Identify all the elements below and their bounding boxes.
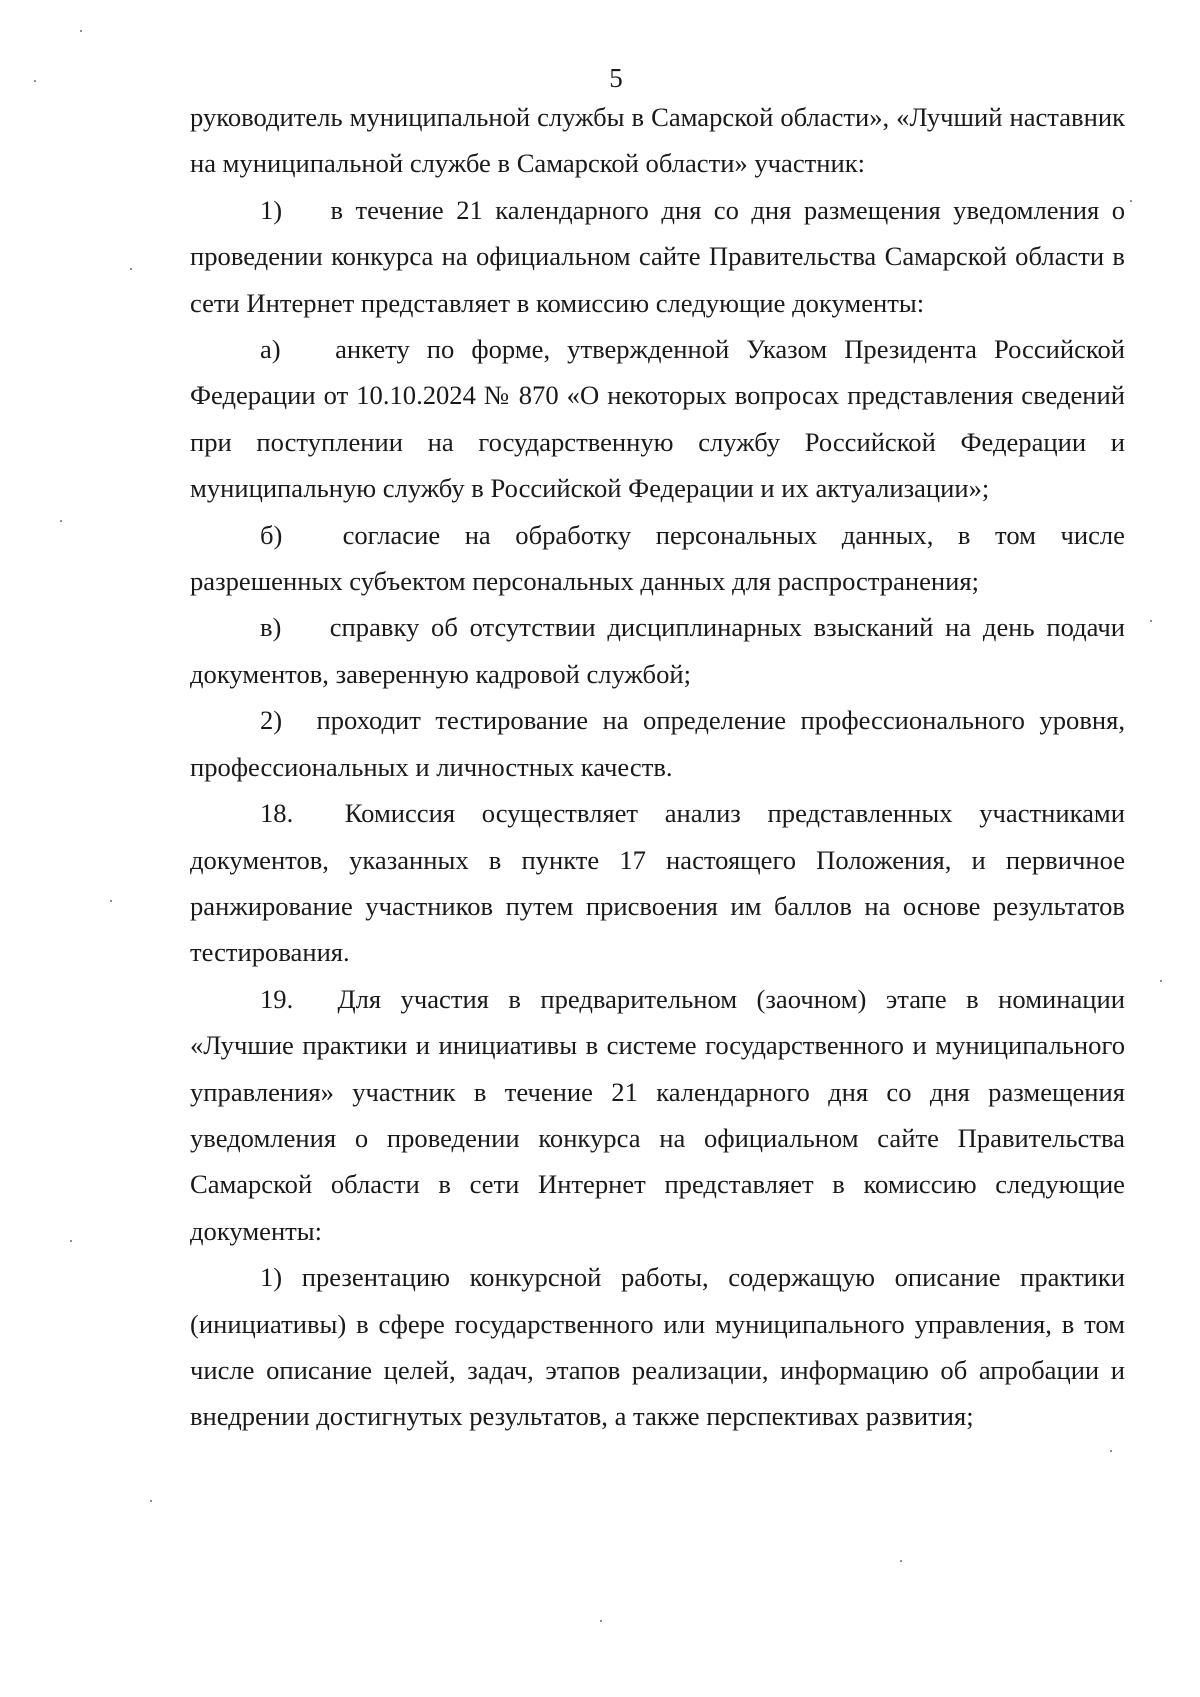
scan-speck [1130, 200, 1132, 202]
item-marker: 1) [260, 194, 283, 225]
paragraph-item-1 [190, 187, 1125, 326]
scan-speck [34, 80, 36, 82]
paragraph-text: Для участия в предварительном (заочном) этапе в номинации «Лучшие практики и инициативы в системе государственного и муниципального управления» участник в течение 21 календарного дня со дня размещения уведомления о проведении конкурса на официальном сайте Правительства Самарской области в сети Интернет представляет в комиссию следующие документы: [190, 983, 1125, 1246]
paragraph-item-2 [190, 697, 1125, 790]
scan-speck [600, 1620, 602, 1622]
paragraph-text: справку об отсутствии дисциплинарных взысканий на день подачи документов, заверенную кадровой службой; [190, 612, 1125, 689]
paragraph-text: руководитель муниципальной службы в Самарской области», «Лучший наставник на муниципальной службе в Самарской области» участник: [190, 102, 1125, 179]
scan-speck [900, 1560, 902, 1562]
scan-speck [1110, 1450, 1112, 1452]
paragraph-clause-18 [190, 790, 1125, 976]
paragraph-subitem-a [190, 326, 1125, 512]
scan-speck [150, 1500, 152, 1502]
paragraph-subitem-b [190, 512, 1125, 605]
scan-speck [1160, 980, 1162, 982]
paragraph-text: Комиссия осуществляет анализ представленных участниками документов, указанных в пункте 17 настоящего Положения, и первичное ранжирование участников путем присвоения им баллов на основе результатов тестирования. [190, 798, 1125, 968]
paragraph-text: проходит тестирование на определение профессионального уровня, профессиональных и личностных качеств. [190, 705, 1125, 782]
item-marker: 18. [260, 798, 294, 829]
item-marker: 1) [260, 1262, 283, 1293]
paragraph-text: согласие на обработку персональных данных, в том числе разрешенных субъектом персональных данных для распространения; [190, 519, 1125, 597]
item-marker: в) [260, 612, 282, 643]
scan-speck [80, 30, 82, 32]
paragraph-text: в течение 21 календарного дня со дня размещения уведомления о проведении конкурса на официальном сайте Правительства Самарской области в сети Интернет представляет в комиссию следующие документы: [190, 194, 1125, 318]
paragraph-item-1-presentation [190, 1254, 1125, 1440]
scan-speck [70, 1240, 72, 1242]
item-marker: 2) [260, 705, 283, 736]
item-marker: 19. [260, 983, 294, 1014]
paragraph-clause-19 [190, 976, 1125, 1254]
paragraph-text: презентацию конкурсной работы, содержащую описание практики (инициативы) в сфере государственного или муниципального управления, в том числе описание целей, задач, этапов реализации, информацию об апробации и внедрении достигнутых результатов, а также перспективах развития; [190, 1262, 1126, 1432]
page-number: 5 [609, 63, 623, 93]
document-body [190, 94, 1125, 1440]
scan-speck [60, 520, 62, 522]
item-marker: б) [260, 519, 283, 550]
scan-speck [1150, 620, 1152, 622]
paragraph-text: анкету по форме, утвержденной Указом Президента Российской Федерации от 10.10.2024 № 870 «О некоторых вопросах представления сведений при поступлении на государственную службу Российской Федерации и муниципальную службу в Российской Федерации и их актуализации»; [190, 334, 1126, 504]
item-marker: а) [260, 334, 281, 365]
scan-speck [110, 900, 112, 902]
paragraph-subitem-v [190, 604, 1125, 697]
paragraph-continuation [190, 94, 1125, 187]
scan-speck [130, 268, 132, 270]
